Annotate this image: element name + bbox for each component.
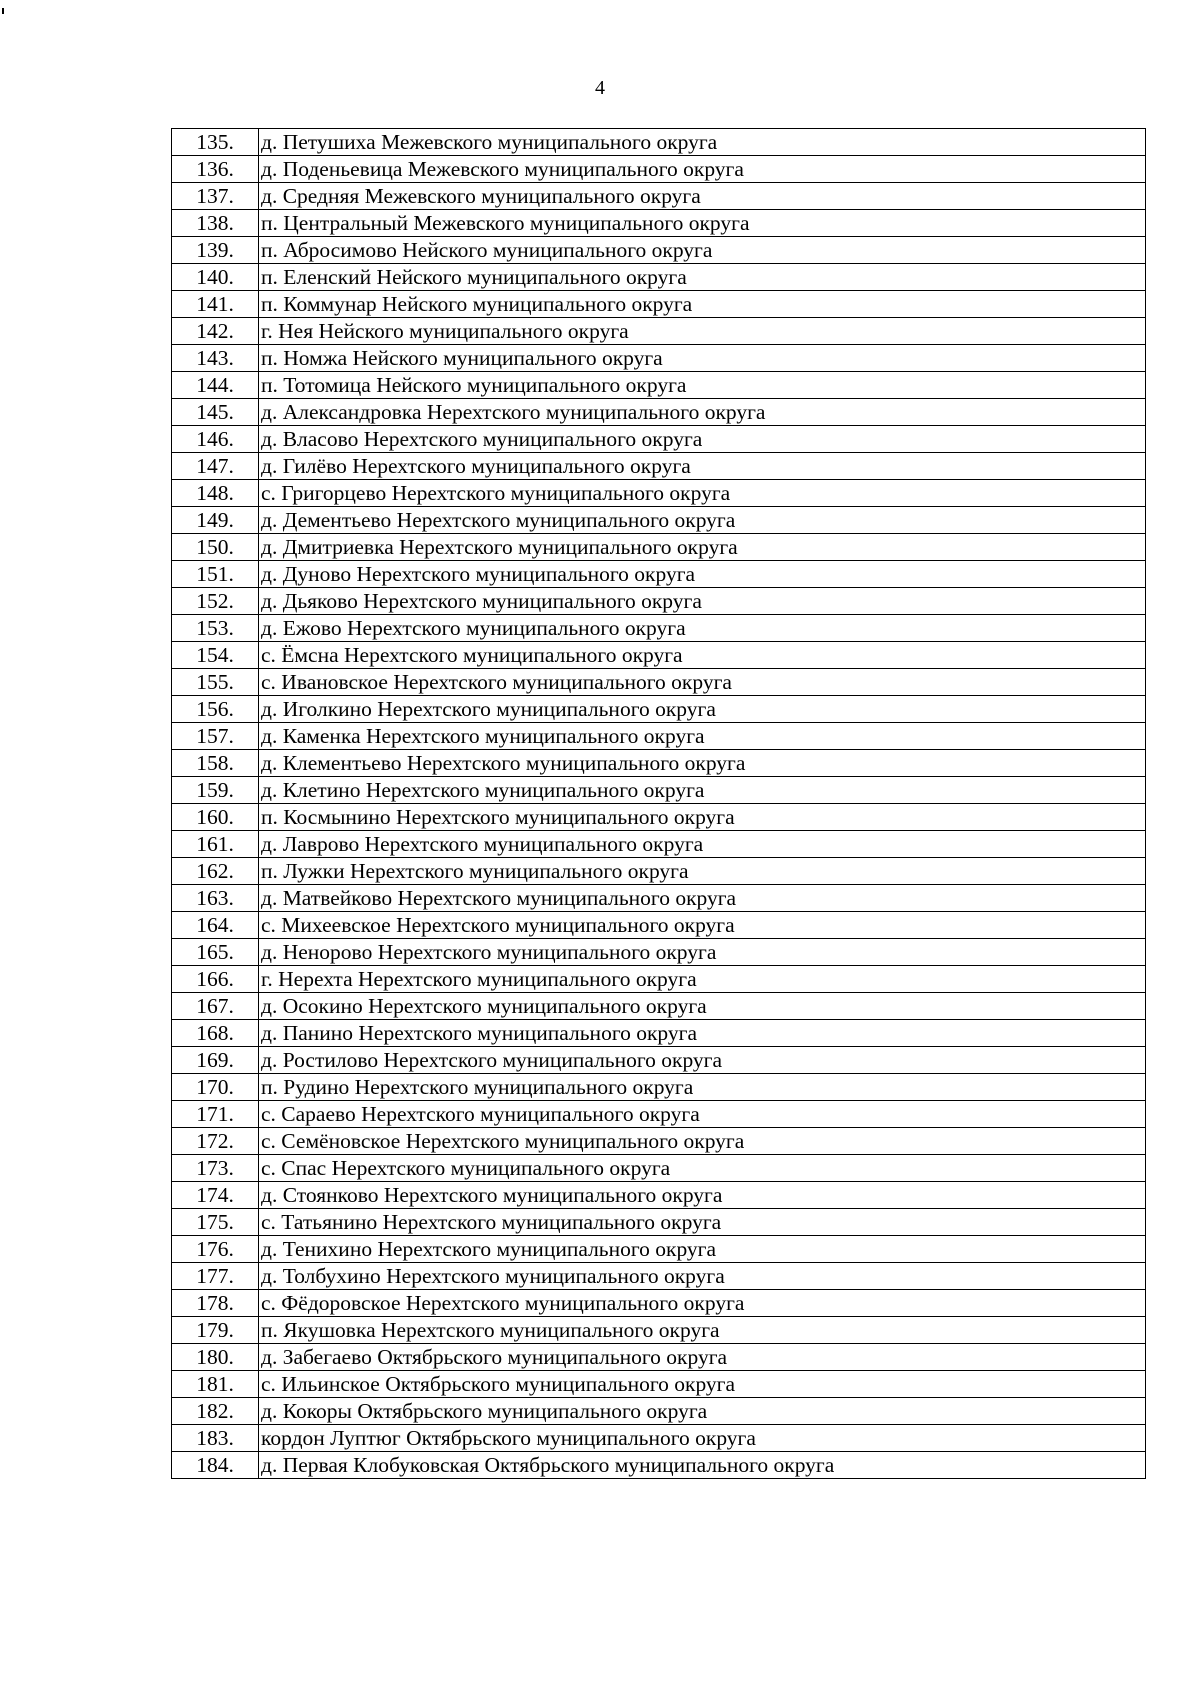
settlement-name: п. Якушовка Нерехтского муниципального округа [259,1317,1146,1344]
settlement-name: д. Дементьево Нерехтского муниципального округа [259,507,1146,534]
row-number: 148. [172,480,259,507]
row-number: 184. [172,1452,259,1479]
settlement-name: с. Сараево Нерехтского муниципального округа [259,1101,1146,1128]
settlement-name: с. Ёмсна Нерехтского муниципального округа [259,642,1146,669]
row-number: 149. [172,507,259,534]
settlement-name: п. Космынино Нерехтского муниципального округа [259,804,1146,831]
settlement-name: д. Клетино Нерехтского муниципального округа [259,777,1146,804]
settlement-name: с. Семёновское Нерехтского муниципального округа [259,1128,1146,1155]
settlement-name: г. Нерехта Нерехтского муниципального округа [259,966,1146,993]
row-number: 138. [172,210,259,237]
row-number: 140. [172,264,259,291]
row-number: 146. [172,426,259,453]
settlement-name: д. Дуново Нерехтского муниципального округа [259,561,1146,588]
settlement-name: д. Неноровo Нерехтского муниципального округа [259,939,1146,966]
settlement-name: п. Лужки Нерехтского муниципального округа [259,858,1146,885]
row-number: 173. [172,1155,259,1182]
row-number: 170. [172,1074,259,1101]
settlement-name: с. Татьянино Нерехтского муниципального округа [259,1209,1146,1236]
settlement-name: г. Нея Нейского муниципального округа [259,318,1146,345]
table-row [172,696,1146,723]
row-number: 164. [172,912,259,939]
table-row [172,372,1146,399]
settlement-name: с. Фёдоровское Нерехтского муниципального округа [259,1290,1146,1317]
table-row [172,669,1146,696]
settlement-name: с. Григорцево Нерехтского муниципального округа [259,480,1146,507]
table-row [172,426,1146,453]
table-row [172,1398,1146,1425]
settlement-name: д. Дмитриевка Нерехтского муниципального округа [259,534,1146,561]
row-number: 163. [172,885,259,912]
table-row [172,1182,1146,1209]
row-number: 179. [172,1317,259,1344]
table-row [172,1155,1146,1182]
settlement-name: д. Петушиха Межевского муниципального округа [259,129,1146,156]
settlement-name: д. Лаврово Нерехтского муниципального округа [259,831,1146,858]
row-number: 139. [172,237,259,264]
settlement-name: д. Иголкино Нерехтского муниципального округа [259,696,1146,723]
settlement-name: д. Дьяково Нерехтского муниципального округа [259,588,1146,615]
page-number: 4 [595,77,605,99]
settlement-name: с. Спас Нерехтского муниципального округа [259,1155,1146,1182]
row-number: 158. [172,750,259,777]
row-number: 167. [172,993,259,1020]
table-row [172,1128,1146,1155]
row-number: 180. [172,1344,259,1371]
row-number: 182. [172,1398,259,1425]
table-row [172,1371,1146,1398]
table-row [172,588,1146,615]
row-number: 156. [172,696,259,723]
settlement-name: д. Александровка Нерехтского муниципального округа [259,399,1146,426]
row-number: 183. [172,1425,259,1452]
row-number: 143. [172,345,259,372]
table-row [172,831,1146,858]
settlement-name: д. Средняя Межевского муниципального округа [259,183,1146,210]
table-row [172,912,1146,939]
row-number: 165. [172,939,259,966]
table-row [172,1425,1146,1452]
table-row [172,1263,1146,1290]
row-number: 142. [172,318,259,345]
row-number: 145. [172,399,259,426]
settlement-name: д. Клементьево Нерехтского муниципального округа [259,750,1146,777]
row-number: 166. [172,966,259,993]
settlement-name: п. Коммунар Нейского муниципального округа [259,291,1146,318]
table-row [172,453,1146,480]
scan-mark [2,8,4,14]
table-row [172,1020,1146,1047]
table-row [172,966,1146,993]
table-row [172,777,1146,804]
settlement-name: д. Ежово Нерехтского муниципального округа [259,615,1146,642]
table-row [172,1074,1146,1101]
table-row [172,858,1146,885]
table-row [172,993,1146,1020]
settlements-table-body [172,129,1146,1479]
table-row [172,318,1146,345]
settlement-name: д. Власово Нерехтского муниципального округа [259,426,1146,453]
row-number: 147. [172,453,259,480]
settlement-name: п. Абросимово Нейского муниципального округа [259,237,1146,264]
settlement-name: с. Ивановское Нерехтского муниципального округа [259,669,1146,696]
settlement-name: п. Номжа Нейского муниципального округа [259,345,1146,372]
row-number: 171. [172,1101,259,1128]
settlement-name: д. Толбухино Нерехтского муниципального округа [259,1263,1146,1290]
table-row [172,1101,1146,1128]
settlement-name: д. Осокино Нерехтского муниципального округа [259,993,1146,1020]
table-row [172,1317,1146,1344]
table-row [172,345,1146,372]
table-row [172,1290,1146,1317]
settlement-name: п. Рудино Нерехтского муниципального округа [259,1074,1146,1101]
table-row [172,291,1146,318]
settlement-name: д. Поденьевица Межевского муниципального округа [259,156,1146,183]
row-number: 153. [172,615,259,642]
row-number: 159. [172,777,259,804]
settlement-name: д. Тенихино Нерехтского муниципального округа [259,1236,1146,1263]
settlement-name: д. Панино Нерехтского муниципального округа [259,1020,1146,1047]
table-row [172,1236,1146,1263]
table-row [172,183,1146,210]
settlement-name: п. Еленский Нейского муниципального округа [259,264,1146,291]
settlement-name: д. Первая Клобуковская Октябрьского муниципального округа [259,1452,1146,1479]
settlement-name: д. Ростилово Нерехтского муниципального округа [259,1047,1146,1074]
settlement-name: д. Каменка Нерехтского муниципального округа [259,723,1146,750]
row-number: 177. [172,1263,259,1290]
row-number: 144. [172,372,259,399]
row-number: 162. [172,858,259,885]
table-row [172,1047,1146,1074]
row-number: 161. [172,831,259,858]
table-row [172,534,1146,561]
settlement-name: с. Михеевское Нерехтского муниципального округа [259,912,1146,939]
row-number: 168. [172,1020,259,1047]
settlement-name: кордон Луптюг Октябрьского муниципального округа [259,1425,1146,1452]
settlement-name: с. Ильинское Октябрьского муниципального округа [259,1371,1146,1398]
table-row [172,156,1146,183]
row-number: 181. [172,1371,259,1398]
row-number: 137. [172,183,259,210]
settlement-name: п. Центральный Межевского муниципального округа [259,210,1146,237]
settlement-name: п. Тотомица Нейского муниципального округа [259,372,1146,399]
row-number: 152. [172,588,259,615]
row-number: 160. [172,804,259,831]
row-number: 136. [172,156,259,183]
row-number: 172. [172,1128,259,1155]
settlement-name: д. Матвейково Нерехтского муниципального округа [259,885,1146,912]
table-row [172,561,1146,588]
table-row [172,129,1146,156]
table-row [172,804,1146,831]
table-row [172,210,1146,237]
settlement-name: д. Стоянково Нерехтского муниципального округа [259,1182,1146,1209]
settlement-name: д. Кокоры Октябрьского муниципального округа [259,1398,1146,1425]
settlement-name: д. Забегаево Октябрьского муниципального округа [259,1344,1146,1371]
table-row [172,885,1146,912]
row-number: 157. [172,723,259,750]
row-number: 154. [172,642,259,669]
table-row [172,642,1146,669]
row-number: 169. [172,1047,259,1074]
row-number: 174. [172,1182,259,1209]
row-number: 178. [172,1290,259,1317]
settlement-name: д. Гилёво Нерехтского муниципального округа [259,453,1146,480]
table-row [172,750,1146,777]
row-number: 175. [172,1209,259,1236]
table-row [172,480,1146,507]
table-row [172,1209,1146,1236]
table-row [172,507,1146,534]
row-number: 151. [172,561,259,588]
row-number: 150. [172,534,259,561]
table-row [172,1452,1146,1479]
row-number: 155. [172,669,259,696]
table-row [172,237,1146,264]
table-row [172,723,1146,750]
row-number: 176. [172,1236,259,1263]
table-row [172,939,1146,966]
settlements-table [171,128,1146,1479]
row-number: 141. [172,291,259,318]
table-row [172,399,1146,426]
row-number: 135. [172,129,259,156]
table-row [172,1344,1146,1371]
table-row [172,264,1146,291]
table-row [172,615,1146,642]
